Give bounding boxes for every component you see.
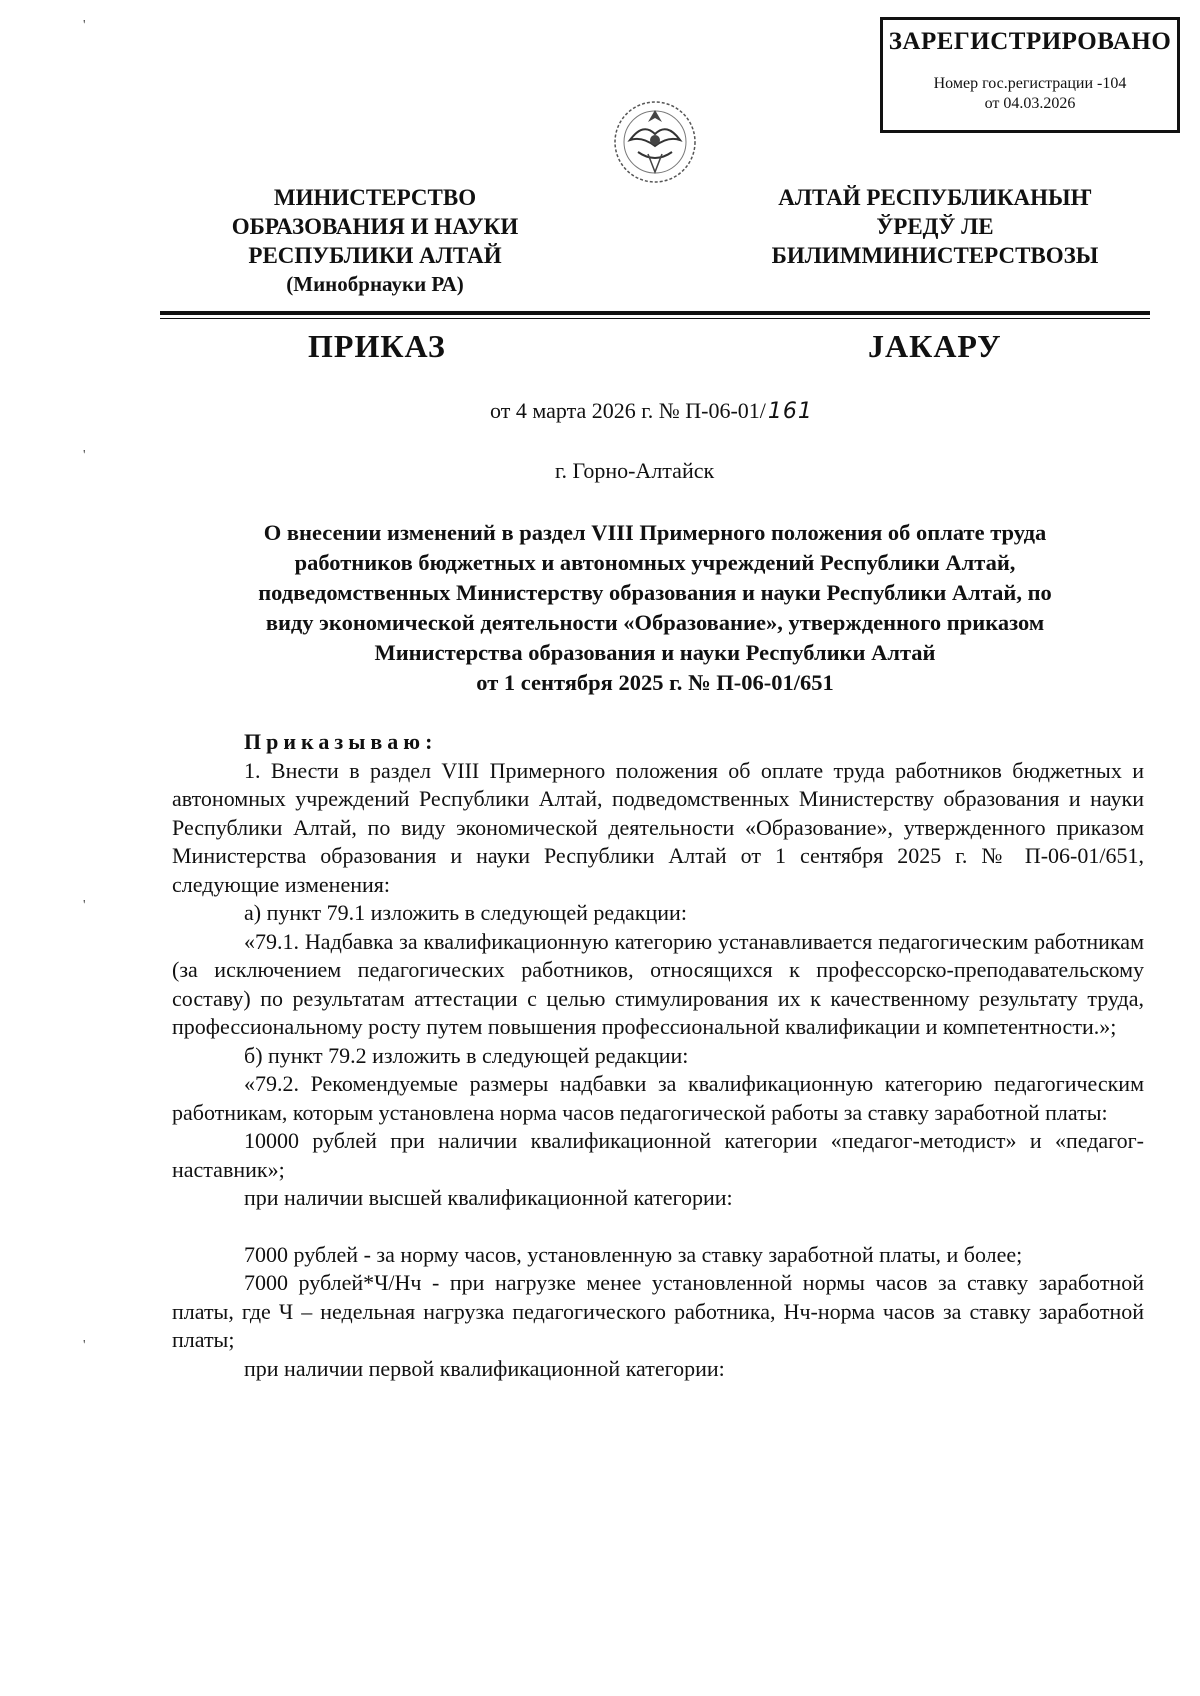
paragraph-highest-full-norm: 7000 рублей - за норму часов, установленную за ставку заработной платы, и более;	[244, 1241, 1023, 1267]
order-city: г. Горно-Алтайск	[555, 458, 715, 483]
order-number-handwritten: 161	[767, 399, 813, 424]
registration-stamp	[880, 17, 1180, 133]
coat-of-arms-icon	[608, 90, 702, 190]
order-title-altai: ЈАКАРУ	[868, 328, 1002, 364]
scan-speck: '	[83, 1338, 86, 1353]
title-line-2: работников бюджетных и автономных учреждений Республики Алтай,	[294, 550, 1016, 575]
paragraph-first-category: при наличии первой квалификационной категории:	[244, 1355, 725, 1381]
ministry-altai-line-2: ЎРЕДЎ ЛЕ	[876, 214, 994, 239]
order-title-russian: ПРИКАЗ	[308, 328, 446, 364]
scan-speck: '	[83, 18, 86, 33]
paragraph-methodist-mentor: 10000 рублей при наличии квалификационной категории «педагог-методист» и «педагог-наставник»;	[172, 1128, 1144, 1182]
stamp-reg-date: от 04.03.2026	[984, 95, 1076, 112]
paragraph-79-1: «79.1. Надбавка за квалификационную категорию устанавливается педагогическим работникам (за исключением педагогических работников, относящихся к профессорско-преподавательскому составу) по результатам аттестации с целью стимулирования их к качественному результату труда, профессиональному росту путем повышения профессиональной квалификации и компетентности.»;	[172, 928, 1144, 1039]
paragraph-1: 1. Внести в раздел VIII Примерного положения об оплате труда работников бюджетных и автономных учреждений Республики Алтай, подведомственных Министерству образования и науки Республики Алтай, по виду экономической деятельности «Образование», утвержденного приказом Министерства образования и науки Республики Алтай от 1 сентября 2025 г. № П-06-01/651, следующие изменения:	[172, 757, 1144, 897]
header-divider-thick	[160, 311, 1150, 315]
title-line-1: О внесении изменений в раздел VIII Примерного положения об оплате труда	[263, 520, 1047, 545]
document-body	[172, 728, 1144, 1383]
paragraph-amendment-b: б) пункт 79.2 изложить в следующей редакции:	[244, 1042, 689, 1068]
paragraph-79-2: «79.2. Рекомендуемые размеры надбавки за квалификационную категорию педагогическим работникам, которым установлена норма часов педагогической работы за ставку заработной платы:	[172, 1071, 1144, 1125]
title-line-3: подведомственных Министерству образования и науки Республики Алтай, по	[258, 580, 1052, 605]
ministry-line-1: МИНИСТЕРСТВО	[273, 185, 477, 210]
ministry-abbreviation: (Минобрнауки РА)	[286, 272, 464, 296]
paragraph-highest-category: при наличии высшей квалификационной категории:	[244, 1185, 733, 1210]
ministry-name-russian	[200, 183, 550, 299]
stamp-reg-number: Номер гос.регистрации -104	[933, 75, 1127, 92]
title-line-5: Министерства образования и науки Республики Алтай	[374, 640, 936, 665]
ministry-altai-line-1: АЛТАЙ РЕСПУБЛИКАНЫҤ	[778, 185, 1092, 210]
ministry-line-3: РЕСПУБЛИКИ АЛТАЙ	[248, 243, 502, 268]
scan-speck: '	[83, 898, 86, 913]
order-directive-word: Приказываю:	[244, 729, 438, 754]
ministry-line-2: ОБРАЗОВАНИЯ И НАУКИ	[231, 214, 519, 239]
ministry-altai-line-3: БИЛИММИНИСТЕРСТВОЗЫ	[771, 243, 1099, 268]
paragraph-highest-partial-norm: 7000 рублей*Ч/Нч - при нагрузке менее установленной нормы часов за ставку заработной платы, где Ч – недельная нагрузка педагогического работника, Нч-норма часов за ставку заработной платы;	[172, 1270, 1144, 1352]
scan-speck: '	[83, 448, 86, 463]
ministry-name-altai	[755, 183, 1115, 270]
order-date-number	[490, 398, 813, 424]
order-number-printed: от 4 марта 2026 г. № П-06-01/	[490, 398, 766, 423]
paragraph-amendment-a: а) пункт 79.1 изложить в следующей редакции:	[244, 900, 687, 925]
title-line-6: от 1 сентября 2025 г. № П-06-01/651	[476, 670, 834, 695]
title-line-4: виду экономической деятельности «Образование», утвержденного приказом	[265, 610, 1045, 635]
header-divider-thin	[160, 318, 1150, 319]
document-title	[160, 518, 1150, 698]
paragraph-spacer	[172, 1213, 1144, 1241]
stamp-title: ЗАРЕГИСТРИРОВАНО	[888, 28, 1172, 55]
